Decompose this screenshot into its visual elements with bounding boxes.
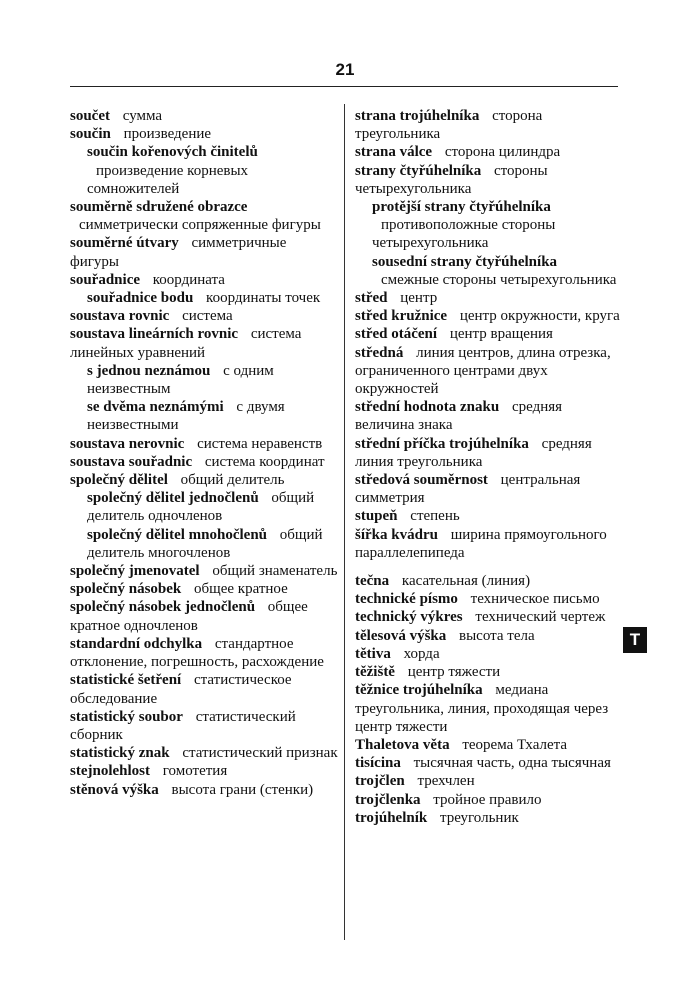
entry-translation: симметричные фигуры bbox=[70, 235, 287, 270]
entry-translation: координата bbox=[152, 271, 225, 288]
entry-headword: s jednou neznámou bbox=[87, 362, 211, 379]
dictionary-entry bbox=[70, 781, 338, 799]
entry-headword: statistické šetření bbox=[70, 672, 182, 689]
entry-translation: произведение корневых сомножителей bbox=[87, 162, 249, 197]
entry-translation: высота грани (стенки) bbox=[171, 781, 314, 798]
dictionary-entry bbox=[355, 645, 623, 663]
dictionary-entry bbox=[355, 736, 623, 754]
entry-headword: souřadnice bodu bbox=[87, 290, 194, 307]
entry-translation: тысячная часть, одна тысячная bbox=[413, 755, 611, 772]
entry-headword: stejnolehlost bbox=[70, 763, 150, 780]
dictionary-subentry bbox=[355, 198, 623, 253]
entry-translation: симметрически сопряженные фигуры bbox=[79, 217, 321, 234]
entry-translation: общий знаменатель bbox=[212, 563, 338, 580]
entry-translation: стороны четырехугольника bbox=[355, 162, 548, 197]
dictionary-entry bbox=[355, 107, 623, 143]
entry-headword: trojúhelník bbox=[355, 809, 428, 826]
dictionary-entry bbox=[355, 590, 623, 608]
entry-translation: смежные стороны четырехугольника bbox=[381, 271, 617, 288]
entry-translation: средняя линия треугольника bbox=[355, 435, 592, 470]
entry-headword: tělesová výška bbox=[355, 627, 447, 644]
dictionary-entry bbox=[70, 471, 338, 489]
entry-headword: souměrné útvary bbox=[70, 235, 179, 252]
entry-translation: техническое письмо bbox=[470, 591, 600, 608]
entry-translation: центр тяжести bbox=[407, 664, 501, 681]
dictionary-entry bbox=[355, 162, 623, 198]
entry-headword: standardní odchylka bbox=[70, 635, 203, 652]
entry-translation: система bbox=[182, 308, 233, 325]
dictionary-entry bbox=[70, 325, 338, 361]
entry-headword: střed kružnice bbox=[355, 308, 448, 325]
dictionary-entry bbox=[355, 143, 623, 161]
dictionary-subentry bbox=[70, 289, 338, 307]
dictionary-entry bbox=[355, 791, 623, 809]
dictionary-entry bbox=[355, 809, 623, 827]
entry-translation: ширина прямоугольного параллелепипеда bbox=[355, 526, 607, 561]
dictionary-entry bbox=[70, 198, 338, 234]
entry-headword: strany čtyřúhelníka bbox=[355, 162, 482, 179]
entry-translation: статистический признак bbox=[182, 745, 338, 762]
dictionary-entry bbox=[355, 398, 623, 434]
entry-headword: technický výkres bbox=[355, 609, 463, 626]
dictionary-entry bbox=[70, 562, 338, 580]
dictionary-subentry bbox=[70, 362, 338, 398]
entry-translation: гомотетия bbox=[162, 763, 228, 780]
entry-headword: se dvěma neznámými bbox=[87, 399, 224, 416]
entry-translation: статистическое обследование bbox=[70, 672, 292, 707]
entry-translation: теорема Тхалета bbox=[462, 736, 568, 753]
entry-headword: stupeň bbox=[355, 508, 398, 525]
dictionary-entry bbox=[355, 325, 623, 343]
dictionary-subentry bbox=[70, 489, 338, 525]
dictionary-entry bbox=[355, 572, 623, 590]
entry-translation: средняя величина знака bbox=[355, 399, 563, 434]
entry-translation: сумма bbox=[122, 108, 163, 124]
entry-headword: soustava souřadnic bbox=[70, 453, 193, 470]
entry-translation: координаты точек bbox=[206, 290, 321, 307]
entry-translation: произведение bbox=[123, 126, 212, 143]
entry-translation: центральная симметрия bbox=[355, 472, 581, 507]
entry-translation: степень bbox=[410, 508, 460, 525]
page-number: 21 bbox=[335, 60, 355, 79]
dictionary-entry bbox=[355, 663, 623, 681]
dictionary-subentry bbox=[355, 253, 623, 289]
entry-translation: центр вращения bbox=[449, 326, 553, 343]
entry-headword: trojčlen bbox=[355, 773, 405, 790]
dictionary-entry bbox=[355, 681, 623, 736]
entry-headword: soustava lineárních rovnic bbox=[70, 326, 239, 343]
dictionary-entry bbox=[355, 344, 623, 399]
entry-headword: statistický znak bbox=[70, 745, 170, 762]
entry-headword: součin kořenových činitelů bbox=[87, 144, 258, 161]
entry-headword: společný dělitel jednočlenů bbox=[87, 490, 259, 507]
dictionary-entry bbox=[355, 471, 623, 507]
entry-translation: центр bbox=[400, 290, 438, 307]
entry-headword: středová souměrnost bbox=[355, 472, 488, 489]
dictionary-entry bbox=[70, 271, 338, 289]
entry-headword: sousední strany čtyřúhelníka bbox=[372, 253, 558, 270]
dictionary-entry bbox=[70, 107, 338, 125]
dictionary-entry bbox=[355, 627, 623, 645]
header-rule bbox=[70, 86, 618, 87]
section-gap bbox=[355, 562, 623, 572]
dictionary-entry bbox=[355, 507, 623, 525]
dictionary-entry bbox=[70, 671, 338, 707]
dictionary-subentry bbox=[70, 526, 338, 562]
entry-headword: soustava rovnic bbox=[70, 308, 170, 325]
dictionary-entry bbox=[70, 598, 338, 634]
dictionary-subentry bbox=[70, 398, 338, 434]
entry-headword: těžnice trojúhelníka bbox=[355, 682, 483, 699]
entry-headword: součin bbox=[70, 126, 111, 143]
entry-headword: společný jmenovatel bbox=[70, 563, 200, 580]
dictionary-entry bbox=[70, 580, 338, 598]
entry-translation: с двумя неизвестными bbox=[87, 399, 285, 434]
entry-headword: střední hodnota znaku bbox=[355, 399, 500, 416]
entry-translation: треугольник bbox=[440, 809, 519, 826]
column-divider bbox=[344, 104, 345, 940]
entry-headword: statistický soubor bbox=[70, 708, 183, 725]
entry-headword: šířka kvádru bbox=[355, 526, 438, 543]
entry-translation: общее кратное одночленов bbox=[70, 599, 308, 634]
dictionary-entry bbox=[355, 526, 623, 562]
entry-headword: společný dělitel bbox=[70, 472, 168, 489]
entry-headword: společný dělitel mnohočlenů bbox=[87, 526, 268, 543]
section-letter-tab: T bbox=[623, 627, 647, 653]
entry-translation: центр окружности, круга bbox=[459, 308, 620, 325]
entry-headword: střed otáčení bbox=[355, 326, 438, 343]
dictionary-entry bbox=[70, 234, 338, 270]
entry-translation: статистический сборник bbox=[70, 708, 296, 743]
entry-translation: сторона треугольника bbox=[355, 108, 543, 143]
dictionary-entry bbox=[355, 772, 623, 790]
entry-translation: общий делитель многочленов bbox=[87, 526, 323, 561]
entry-translation: линия центров, длина отрезка, ограниченного центрами двух окружностей bbox=[355, 344, 611, 398]
entry-headword: společný násobek jednočlenů bbox=[70, 599, 256, 616]
entry-headword: souměrně sdružené obrazce bbox=[70, 199, 248, 216]
entry-headword: součet bbox=[70, 108, 110, 124]
entry-headword: stěnová výška bbox=[70, 781, 159, 798]
entry-translation: система неравенств bbox=[197, 435, 323, 452]
entry-headword: protější strany čtyřúhelníka bbox=[372, 199, 551, 216]
entry-headword: těžiště bbox=[355, 664, 395, 681]
dictionary-entry bbox=[355, 289, 623, 307]
entry-translation: с одним неизвестным bbox=[87, 362, 274, 398]
entry-headword: tečna bbox=[355, 573, 390, 590]
entry-translation: система координат bbox=[204, 453, 325, 470]
entry-headword: strana válce bbox=[355, 144, 433, 161]
left-column bbox=[70, 107, 338, 799]
entry-translation: противоположные стороны четырехугольника bbox=[372, 217, 556, 252]
dictionary-entry bbox=[355, 608, 623, 626]
entry-headword: Thaletova věta bbox=[355, 736, 450, 753]
entry-translation: технический чертеж bbox=[475, 609, 606, 626]
dictionary-entry bbox=[70, 125, 338, 143]
entry-headword: tětiva bbox=[355, 645, 391, 662]
dictionary-entry bbox=[70, 307, 338, 325]
entry-headword: společný násobek bbox=[70, 581, 182, 598]
entry-translation: сторона цилиндра bbox=[444, 144, 561, 161]
entry-headword: technické písmo bbox=[355, 591, 458, 608]
entry-translation: общее кратное bbox=[194, 581, 288, 598]
entry-translation: стандартное отклонение, погрешность, расхождение bbox=[70, 635, 324, 671]
dictionary-entry bbox=[70, 635, 338, 671]
entry-translation: хорда bbox=[403, 645, 440, 662]
entry-headword: tisícina bbox=[355, 755, 401, 772]
entry-translation: тройное правило bbox=[433, 791, 542, 808]
entry-headword: střední příčka trojúhelníka bbox=[355, 435, 529, 452]
entry-headword: strana trojúhelníka bbox=[355, 108, 480, 124]
dictionary-entry bbox=[70, 453, 338, 471]
entry-translation: общий делитель bbox=[180, 472, 285, 489]
entry-translation: высота тела bbox=[459, 627, 535, 644]
dictionary-subentry bbox=[70, 143, 338, 198]
entry-translation: система линейных уравнений bbox=[70, 326, 302, 361]
entry-headword: středná bbox=[355, 344, 404, 361]
entry-headword: trojčlenka bbox=[355, 791, 421, 808]
entry-headword: střed bbox=[355, 290, 388, 307]
entry-translation: медиана треугольника, линия, проходящая через центр тяжести bbox=[355, 682, 609, 735]
dictionary-entry bbox=[70, 744, 338, 762]
dictionary-entry bbox=[70, 435, 338, 453]
dictionary-entry bbox=[355, 754, 623, 772]
entry-translation: общий делитель одночленов bbox=[87, 490, 315, 525]
entry-headword: soustava nerovnic bbox=[70, 435, 185, 452]
dictionary-entry bbox=[70, 708, 338, 744]
dictionary-entry bbox=[70, 762, 338, 780]
dictionary-entry bbox=[355, 307, 623, 325]
dictionary-entry bbox=[355, 435, 623, 471]
entry-headword: souřadnice bbox=[70, 271, 141, 288]
right-column bbox=[355, 107, 623, 827]
entry-translation: касательная (линия) bbox=[401, 573, 531, 590]
entry-translation: трехчлен bbox=[417, 773, 475, 790]
